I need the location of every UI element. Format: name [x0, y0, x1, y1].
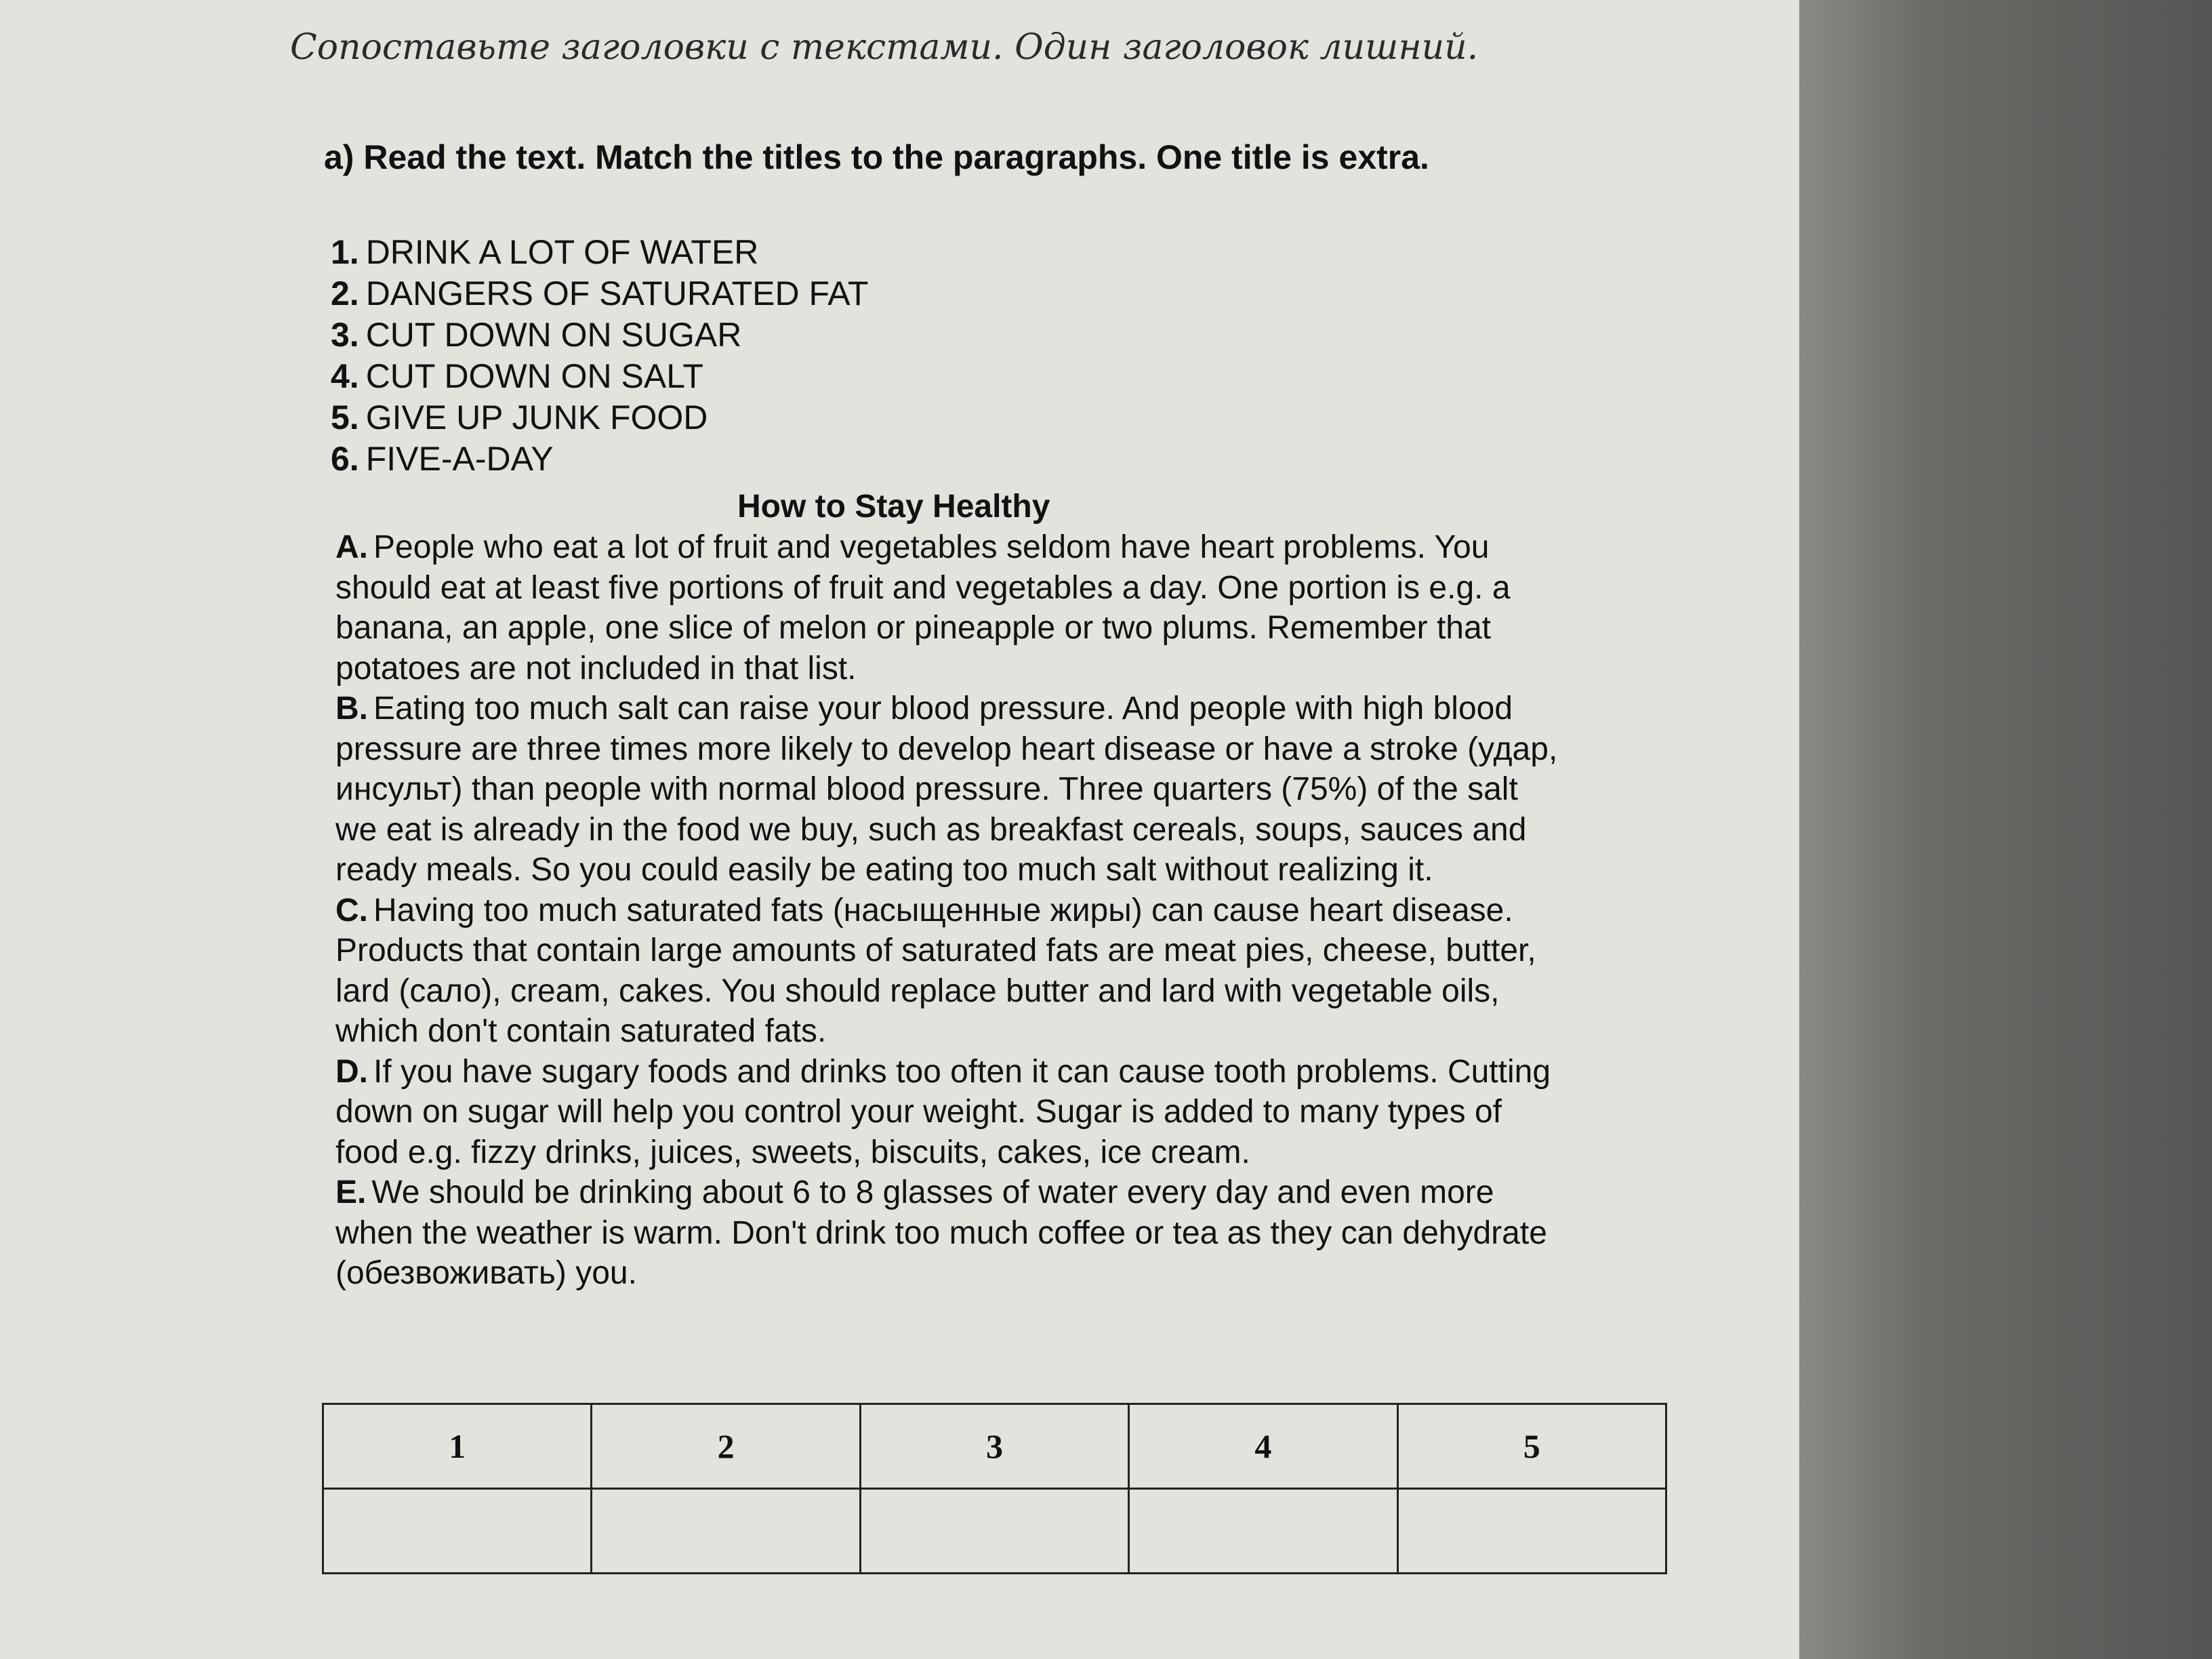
- title-number: 1.: [331, 233, 359, 271]
- answer-table: [322, 1403, 1667, 1574]
- title-label: CUT DOWN ON SUGAR: [365, 316, 742, 354]
- title-number: 6.: [331, 440, 359, 478]
- list-item: [331, 356, 868, 397]
- table-header-cell: 2: [592, 1404, 860, 1489]
- table-row: [323, 1489, 1666, 1574]
- paragraph-text: We should be drinking about 6 to 8 glasses of water every day and even more when the weather is warm. Don't drink too much coffee or tea as they can dehydrate (обезвоживать) you.: [335, 1174, 1547, 1291]
- paragraph-text: Having too much saturated fats (насыщенные жиры) can cause heart disease. Products that contain large amounts of saturated fats are meat pies, cheese, butter, lard (сало), cream, cakes. You should replace butter and lard with vegetable oils, which don't contain saturated fats.: [335, 892, 1536, 1049]
- text-title: How to Stay Healthy: [737, 489, 1050, 525]
- paragraph-letter: D.: [335, 1053, 368, 1090]
- paragraph-text: People who eat a lot of fruit and vegetables seldom have heart problems. You should eat at least five portions of fruit and vegetables a day. One portion is e.g. a banana, an apple, one slice of melon or pineapple or two plums. Remember that potatoes are not included in that list.: [335, 529, 1511, 687]
- paragraph-a: [335, 527, 1562, 689]
- list-item: [331, 438, 868, 480]
- table-header-cell: 4: [1129, 1404, 1397, 1489]
- answer-cell[interactable]: [1397, 1489, 1666, 1574]
- title-number: 5.: [331, 398, 359, 436]
- answer-cell[interactable]: [323, 1489, 592, 1574]
- paragraph-text: If you have sugary foods and drinks too often it can cause tooth problems. Cutting down on sugar will help you control your weight. Sugar is added to many types of food e.g. fizzy drinks, juices, sweets, biscuits, cakes, ice cream.: [335, 1053, 1551, 1170]
- title-number: 2.: [331, 274, 359, 312]
- table-header-cell: 1: [323, 1404, 592, 1489]
- title-number: 4.: [331, 357, 359, 395]
- title-number: 3.: [331, 316, 359, 354]
- paragraph-e: [335, 1172, 1562, 1294]
- task-heading: a) Read the text. Match the titles to the paragraphs. One title is extra.: [324, 138, 1429, 176]
- paragraph-letter: C.: [335, 892, 368, 928]
- title-label: CUT DOWN ON SALT: [365, 357, 703, 395]
- list-item: [331, 232, 868, 273]
- paragraph-letter: B.: [335, 691, 368, 726]
- paragraph-d: [335, 1052, 1562, 1173]
- list-item: [331, 314, 868, 356]
- paragraph-letter: A.: [335, 529, 368, 565]
- paragraph-letter: E.: [335, 1174, 367, 1210]
- table-header-cell: 3: [860, 1404, 1128, 1489]
- answer-cell[interactable]: [860, 1489, 1128, 1574]
- title-label: GIVE UP JUNK FOOD: [365, 398, 708, 436]
- title-label: DRINK A LOT OF WATER: [365, 233, 759, 271]
- title-label: FIVE-A-DAY: [365, 440, 554, 478]
- title-label: DANGERS OF SATURATED FAT: [365, 274, 869, 312]
- paragraph-text: Eating too much salt can raise your blood pressure. And people with high blood pressure are three times more likely to develop heart disease or have a stroke (удар, инсульт) than people with normal blood pressure. Three quarters (75%) of the salt we eat is already in the food we buy, such as breakfast cereals, soups, sauces and ready meals. So you could easily be eating too much salt without realizing it.: [335, 691, 1558, 888]
- answer-cell[interactable]: [1129, 1489, 1397, 1574]
- answer-cell[interactable]: [592, 1489, 860, 1574]
- list-item: [331, 397, 868, 438]
- paragraph-c: [335, 890, 1562, 1052]
- list-item: [331, 273, 868, 314]
- titles-list: [331, 232, 868, 480]
- paragraphs: [335, 527, 1562, 1294]
- monitor-bezel: [1799, 0, 2212, 1659]
- table-header-cell: 5: [1397, 1404, 1666, 1489]
- table-row: [323, 1404, 1666, 1489]
- paragraph-b: [335, 689, 1562, 890]
- instruction-russian: Сопоставьте заголовки с текстами. Один заголовок лишний.: [290, 27, 1479, 68]
